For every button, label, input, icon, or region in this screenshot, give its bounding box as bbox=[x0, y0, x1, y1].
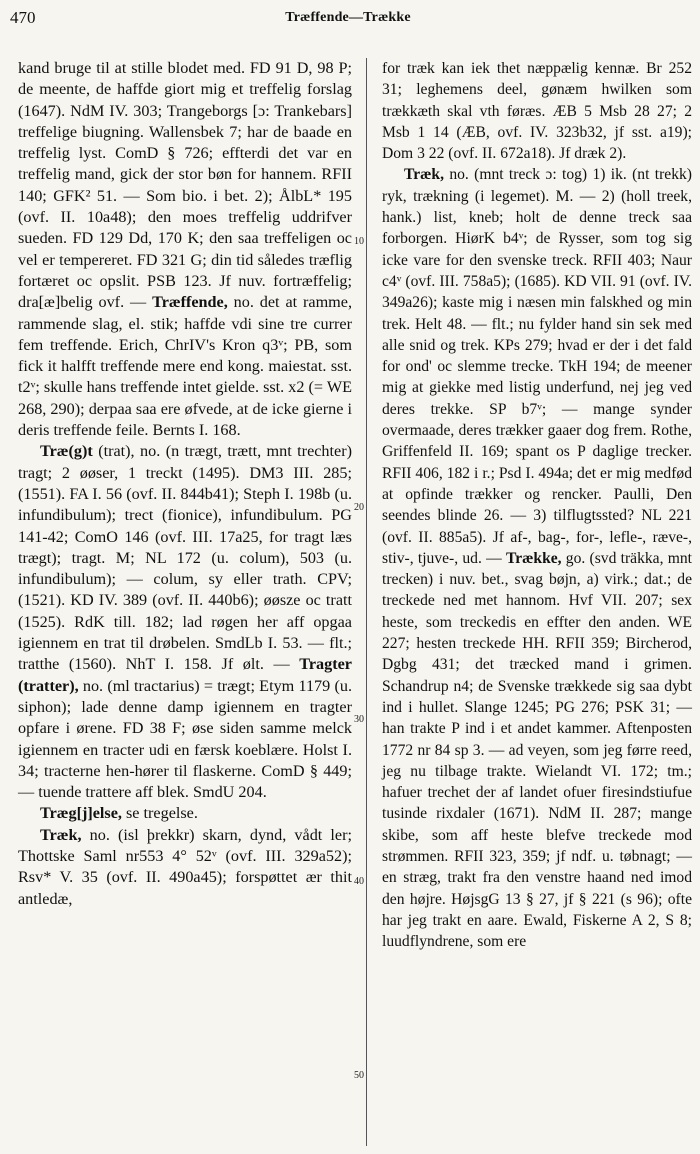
entry-body: (trat), no. (n trægt, trætt, mnt trechter) tragt; 2 øøser, 1 treckt (1495). DM3 III. 285; (1551). FA I. 56 (ovf. II. 844b41); Steph I. 198b (u. infundibulum); trect (fionice), infundibulum. PG 141-42; ComO 146 (ovf. III. 17a25, for tragt læs trægt); tragt. M; NL 172 (u. colum), 503 (u. infundibulum); — colum, sy eller trath. CPV; (1521). KD IV. 389 (ovf. II. 440b6); øøsze oc tratt (1525). RdK till. 182; lad røgen her aff opgaa igiennem en trat til drøbelen. SmdLb I. 53. — flt.; tratthe (1560). NhT I. 158. Jf ølt. — bbox=[18, 442, 352, 674]
right-paragraph-continuation bbox=[382, 58, 692, 164]
entry-headword: Træk, bbox=[40, 825, 82, 844]
entry-headword: Træk, bbox=[404, 166, 444, 184]
text: kand bruge til at stille blodet med. FD 91 D, 98 P; de meente, de haffde giort mig et treffelig forslag (1647). NdM IV. 303; Trangeborgs [ɔ: Trankebars] treffelige biugning. Wallensbek 7; har de baade en treffelig lyst. ComD § 726; effterdi det var en treffelig mand, gick der stor bøn for hannem. RFII 140; GFK² 51. — Som bio. i bet. 2); ÅlbL* 195 (ovf. II. 10a48); den moes treffelig uddrifver sueden. FD 129 Dd, 170 K; den saa treffeligen oc vel er tempereret. FD 321 G; din tid således træflig fortæret oc opslit. PSB 123. Jf nuv. fortræffelig; dra[æ]belig ovf. — bbox=[18, 59, 352, 312]
right-column bbox=[382, 58, 692, 1150]
left-column bbox=[18, 58, 352, 1150]
left-paragraph-continuation bbox=[18, 58, 352, 441]
entry-traegt bbox=[18, 441, 352, 803]
line-number: 30 bbox=[354, 714, 364, 725]
entry-traek-2 bbox=[382, 164, 692, 952]
page-number: 470 bbox=[10, 8, 36, 27]
entry-subheadword: Trække, bbox=[505, 549, 562, 567]
entry-headword: Træg[j]else, bbox=[40, 804, 122, 823]
entry-headword: Træffende, bbox=[152, 293, 228, 312]
text: for træk kan iek thet næppælig kennæ. Br 252 31; leghemens deel, gønæm hwilken som trækkæth skal vth føræs. ÆB 5 Msb 28 27; 2 Msb 1 14 (ÆB, ovf. IV. 323b32, jf sst. a19); Dom 3 22 (ovf. II. 672a18). Jf dræk 2). bbox=[382, 60, 692, 163]
entry-body: no. (mnt treck ɔ: tog) 1) ik. (nt trekk) ryk, trækning (i legemet). M. — 2) (holl treek, hank.) list, kneb; holt de denne treck saa forborgen. HiørK b4ᵛ; de Rysser, som tog sig icke vare for den svenske treck. RFII 403; Naur c4ᵛ (ovf. III. 758a5); (1685). KD VII. 91 (ovf. IV. 349a26); kaste mig i næsen min falskhed og min trek. Helt 48. — flt.; nu fylder hand sin sek med alle snid og trek. KPs 279; hvad er der i det fald for ond' oc slemme trecke. TkH 194; de meener mig at giekke med listig underfund, nej jeg ved deres trekke. SP b7ᵛ; — mange synder overmaade, deres trækker gaaer dog frem. Rothe, Griffenfeld II. 169; spant os P daglige trecker. RFII 406, 182 i r.; Psd I. 494a; det er mig medfød at opfinde trækker og rencker. Paulli, Den seendes blinde 26. — 3) tilflugtssted? NL 221 (ovf. II. 885a5). Jf af-, bag-, for-, lefle-, ræve-, stiv-, tjuve-, ud. — bbox=[382, 166, 692, 567]
entry-subheadword: Tragter (tratter), bbox=[18, 655, 352, 695]
running-head: Træffende—Trække bbox=[285, 10, 411, 25]
page-header bbox=[10, 6, 686, 32]
entry-body: se tregelse. bbox=[121, 804, 198, 823]
entry-traek-1 bbox=[18, 825, 352, 910]
entry-body: no. det at ramme, rammende slag, el. stik; haffde vdi sine tre currer fem treffende. Erich, ChrIV's Kron q3ᵛ; PB, som fick it halfft treffende mere end kong. maiestat. sst. t2ᵛ; skulle hans treffende intet gielde. sst. x2 (= WE 268, 290); derpaa saa ere øfvede, at de icke gierne i deris treffende feile. Bernts I. 168. bbox=[18, 293, 352, 440]
entry-body: no. (ml tractarius) = trægt; Etym 1179 (u. siphon); lade denne damp igiennem en tragter opfare i ørene. FD 38 F; øse siden samme melck igiennem en tracter udi en færsk koeblære. Holst I. 34; tracterne hen-hører til flaskerne. ComD § 449; — tuende trattere aff blek. SmdU 204. bbox=[18, 676, 352, 802]
entry-body: go. (svd träkka, mnt trecken) i nuv. bet., svag bøjn, a) virk.; dat.; de treckede ned met hannom. Hvf VII. 207; sex heste, som treckedis en effter den anden. WE 227; hesten treckede HH. RFII 359; Bircherod, Dgbg 431; det træcked mand i grimen. Schandrup n4; de Svenske trækkede sig saa dybt ind i hullet. Slange 1245; PG 276; PSK 31; — han trakte P ind i et andet kammer. Aftenposten 1772 nr 84 sp 3. — ad veyen, som jeg førre reed, jeg nu tilbage trakte. Wielandt VI. 172; tm.; hafuer trechet der af landet ofuer firesindstiufue tusinde rixdaler (1671). NdM II. 287; mange skibe, som aff heste blefve treckede mod strømmen. RFII 323, 359; jf ndf. u. tøbnagt; — en stræg, trakt fra den venstre haand ned imod den højre. HøjsgG 13 § 27, jf § 221 (s 96); ofte har jeg trakt en aare. Ewald, Fiskerne A 2, S 8; luudflyndrene, som ere bbox=[382, 549, 692, 951]
line-number: 10 bbox=[354, 236, 364, 247]
column-divider bbox=[366, 58, 367, 1146]
entry-body: no. (isl þrekkr) skarn, dynd, vådt ler; Thottske Saml nr553 4° 52ᵛ (ovf. III. 329a52); Rsv* V. 35 (ovf. II. 490a45); forspøttet ær thit antledæ, bbox=[18, 825, 352, 908]
line-number: 20 bbox=[354, 502, 364, 513]
entry-traegjelse bbox=[18, 803, 352, 824]
line-number: 50 bbox=[354, 1070, 364, 1081]
line-number: 40 bbox=[354, 876, 364, 887]
entry-headword: Træ(g)t bbox=[40, 442, 93, 461]
